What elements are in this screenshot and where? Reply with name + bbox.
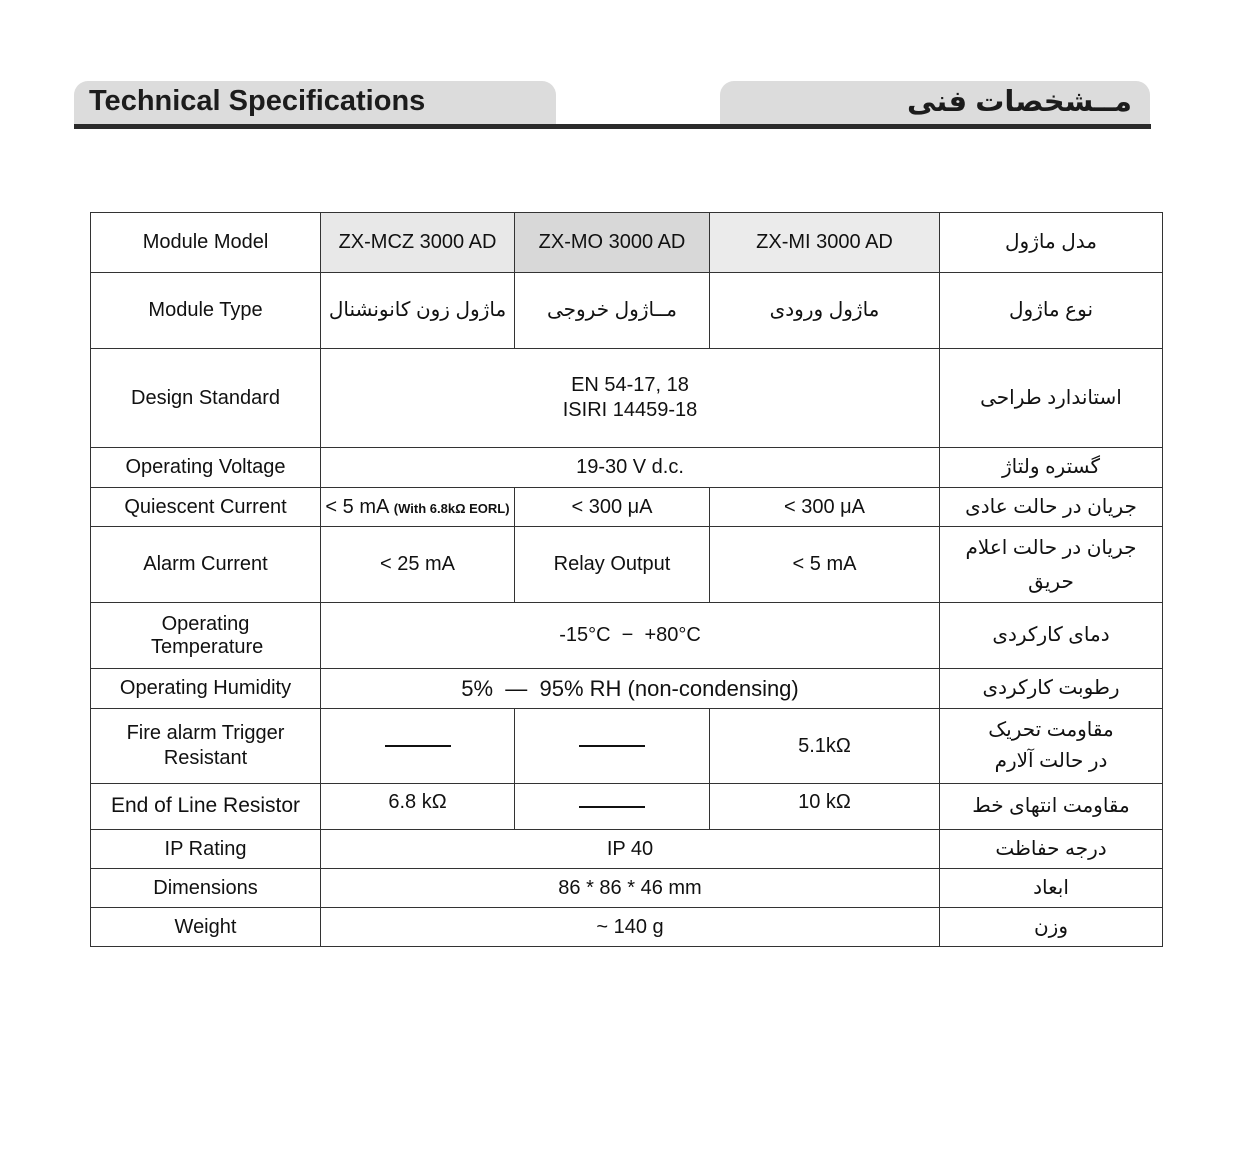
label-fa: درجه حفاظت [940, 830, 1163, 869]
label-en: IP Rating [91, 830, 321, 869]
trigger-mi: 5.1kΩ [710, 709, 940, 784]
quiescent-mo: < 300 μA [515, 488, 710, 527]
label-fa: مقاومت انتهای خط [940, 784, 1163, 830]
label-fa: گستره ولتاژ [940, 448, 1163, 488]
row-alarm-current [91, 527, 1163, 603]
label-en: Module Model [91, 213, 321, 273]
type-mo: مــاژول خروجی [515, 273, 710, 349]
label-en: Alarm Current [91, 527, 321, 603]
eol-mcz: 6.8 kΩ [321, 784, 515, 830]
row-design-standard [91, 349, 1163, 448]
standard-line-1: EN 54-17, 18 [571, 374, 689, 396]
label-fa: جریان در حالت اعلام حریق [940, 527, 1163, 603]
label-en: Fire alarm Trigger Resistant [91, 709, 321, 784]
specifications-table [90, 212, 1163, 947]
label-en: Operating Humidity [91, 669, 321, 709]
label-fa: رطوبت کارکردی [940, 669, 1163, 709]
quiescent-mcz-value: < 5 mA [325, 495, 389, 518]
alarm-mi: < 5 mA [710, 527, 940, 603]
trigger-mo [515, 709, 710, 784]
row-quiescent-current [91, 488, 1163, 527]
standard-line-2: ISIRI 14459-18 [562, 399, 698, 421]
model-mcz: ZX-MCZ 3000 AD [321, 213, 515, 273]
label-en: End of Line Resistor [91, 784, 321, 830]
eol-mo [515, 784, 710, 830]
dimensions-value: 86 * 86 * 46 mm [321, 869, 940, 908]
quiescent-mcz [321, 488, 515, 527]
label-en: Weight [91, 908, 321, 947]
model-mi: ZX-MI 3000 AD [710, 213, 940, 273]
row-operating-voltage [91, 448, 1163, 488]
row-operating-temperature [91, 603, 1163, 669]
dash-mark [579, 745, 645, 747]
eol-mi: 10 kΩ [710, 784, 940, 830]
label-fa: نوع ماژول [940, 273, 1163, 349]
type-mcz: ماژول زون کانونشنال [321, 273, 515, 349]
title-persian: مــشخصات فنی [906, 86, 1132, 118]
standard-value [321, 349, 940, 448]
model-mo: ZX-MO 3000 AD [515, 213, 710, 273]
label-fa: وزن [940, 908, 1163, 947]
label-en: Quiescent Current [91, 488, 321, 527]
dash-mark [385, 745, 451, 747]
quiescent-mcz-note: (With 6.8kΩ EORL) [393, 500, 510, 516]
row-ip-rating [91, 830, 1163, 869]
alarm-mcz: < 25 mA [321, 527, 515, 603]
row-module-type [91, 273, 1163, 349]
type-mi: ماژول ورودی [710, 273, 940, 349]
row-operating-humidity [91, 669, 1163, 709]
row-eol-resistor [91, 784, 1163, 830]
ip-value: IP 40 [321, 830, 940, 869]
label-en: Module Type [91, 273, 321, 349]
voltage-value: 19-30 V d.c. [321, 448, 940, 488]
alarm-mo: Relay Output [515, 527, 710, 603]
label-fa: مدل ماژول [940, 213, 1163, 273]
quiescent-mi: < 300 μA [710, 488, 940, 527]
header-rule [74, 124, 1151, 129]
row-dimensions [91, 869, 1163, 908]
label-fa: استاندارد طراحی [940, 349, 1163, 448]
temperature-value: -15°C − +80°C [321, 603, 940, 669]
label-fa: جریان در حالت عادی [940, 488, 1163, 527]
row-trigger-resistant [91, 709, 1163, 784]
weight-value: ~ 140 g [321, 908, 940, 947]
label-fa: دمای کارکردی [940, 603, 1163, 669]
label-fa: ابعاد [940, 869, 1163, 908]
label-en: Operating Temperature [91, 603, 321, 669]
label-en: Operating Voltage [91, 448, 321, 488]
dash-mark [579, 806, 645, 808]
trigger-mcz [321, 709, 515, 784]
title-english: Technical Specifications [89, 85, 426, 117]
label-en: Design Standard [91, 349, 321, 448]
row-weight [91, 908, 1163, 947]
row-module-model [91, 213, 1163, 273]
label-fa: مقاومت تحریک در حالت آلارم [940, 709, 1163, 784]
humidity-value: 5% — 95% RH (non-condensing) [321, 669, 940, 709]
label-en: Dimensions [91, 869, 321, 908]
